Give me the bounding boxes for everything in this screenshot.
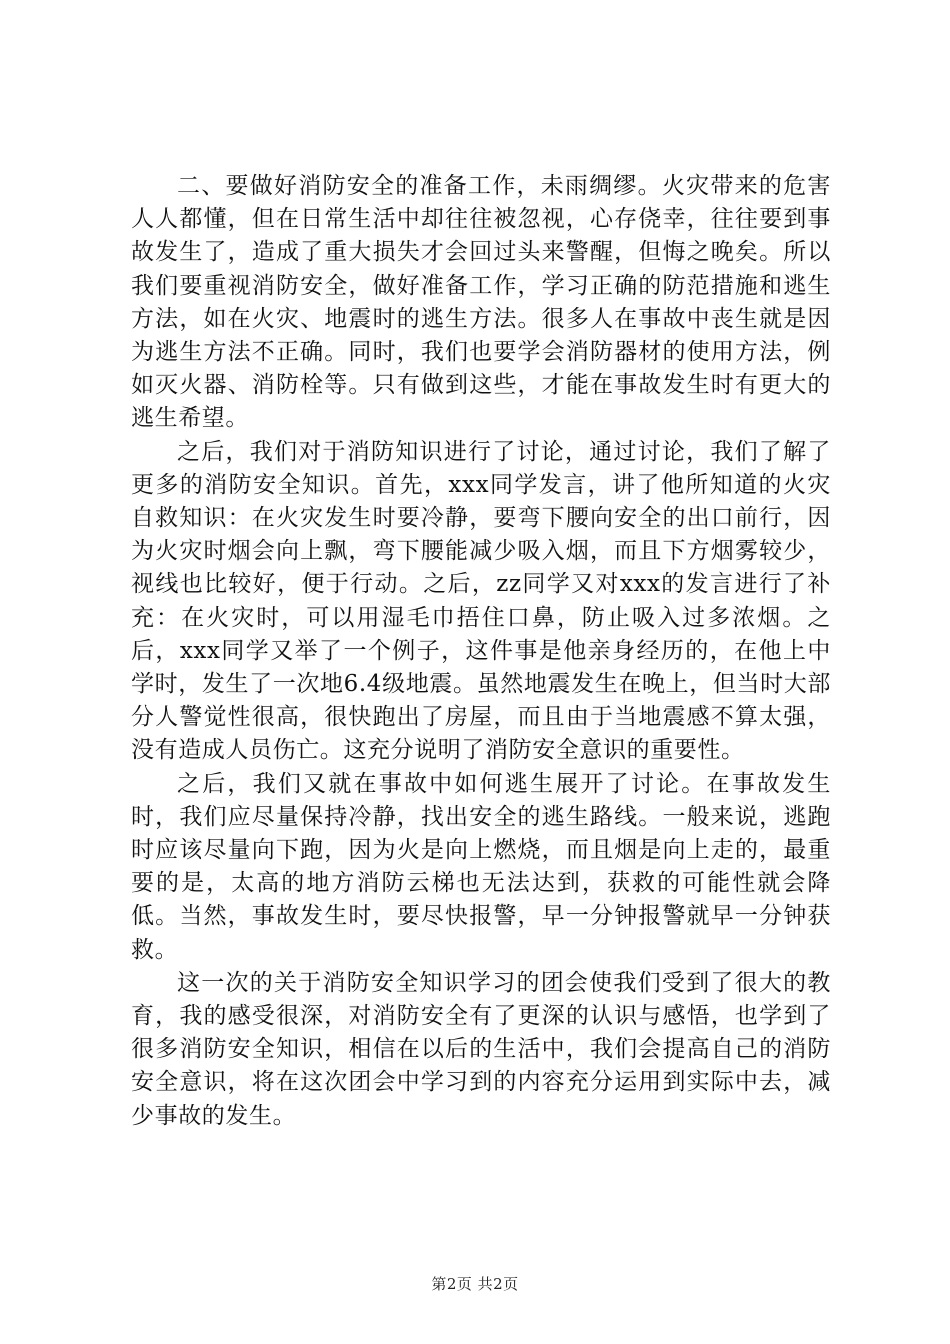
page-footer: 第2页 共2页 bbox=[431, 1275, 519, 1293]
paragraph-discussion-knowledge: 之后，我们对于消防知识进行了讨论，通过讨论，我们了解了更多的消防安全知识。首先，xxx同学发言，讲了他所知道的火灾自救知识：在火灾发生时要冷静，要弯下腰向安全的出口前行，因为火灾时烟会向上飘，弯下腰能减少吸入烟，而且下方烟雾较少，视线也比较好，便于行动。之后，zz同学又对xxx的发言进行了补充：在火灾时，可以用湿毛巾捂住口鼻，防止吸入过多浓烟。之后，xxx同学又举了一个例子，这件事是他亲身经历的，在他上中学时，发生了一次地6.4级地震。虽然地震发生在晚上，但当时大部分人警觉性很高，很快跑出了房屋，而且由于当地震感不算太强，没有造成人员伤亡。这充分说明了消防安全意识的重要性。 bbox=[131, 438, 831, 764]
paragraph-discussion-escape: 之后，我们又就在事故中如何逃生展开了讨论。在事故发生时，我们应尽量保持冷静，找出安全的逃生路线。一般来说，逃跑时应该尽量向下跑，因为火是向上燃烧，而且烟是向上走的，最重要的是，太高的地方消防云梯也无法达到，获救的可能性就会降低。当然，事故发生时，要尽快报警，早一分钟报警就早一分钟获救。 bbox=[131, 770, 831, 963]
paragraph-conclusion: 这一次的关于消防安全知识学习的团会使我们受到了很大的教育，我的感受很深，对消防安全有了更深的认识与感悟，也学到了很多消防安全知识，相信在以后的生活中，我们会提高自己的消防安全意识，将在这次团会中学习到的内容充分运用到实际中去，减少事故的发生。 bbox=[131, 969, 831, 1129]
paragraph-preparation: 二、要做好消防安全的准备工作，未雨绸缪。火灾带来的危害人人都懂，但在日常生活中却往往被忽视，心存侥幸，往往要到事故发生了，造成了重大损失才会回过头来警醒，但悔之晚矣。所以我们要重视消防安全，做好准备工作，学习正确的防范措施和逃生方法，如在火灾、地震时的逃生方法。很多人在事故中丧生就是因为逃生方法不正确。同时，我们也要学会消防器材的使用方法，例如灭火器、消防栓等。只有做到这些，才能在事故发生时有更大的逃生希望。 bbox=[131, 173, 831, 432]
document-body bbox=[131, 170, 831, 1133]
